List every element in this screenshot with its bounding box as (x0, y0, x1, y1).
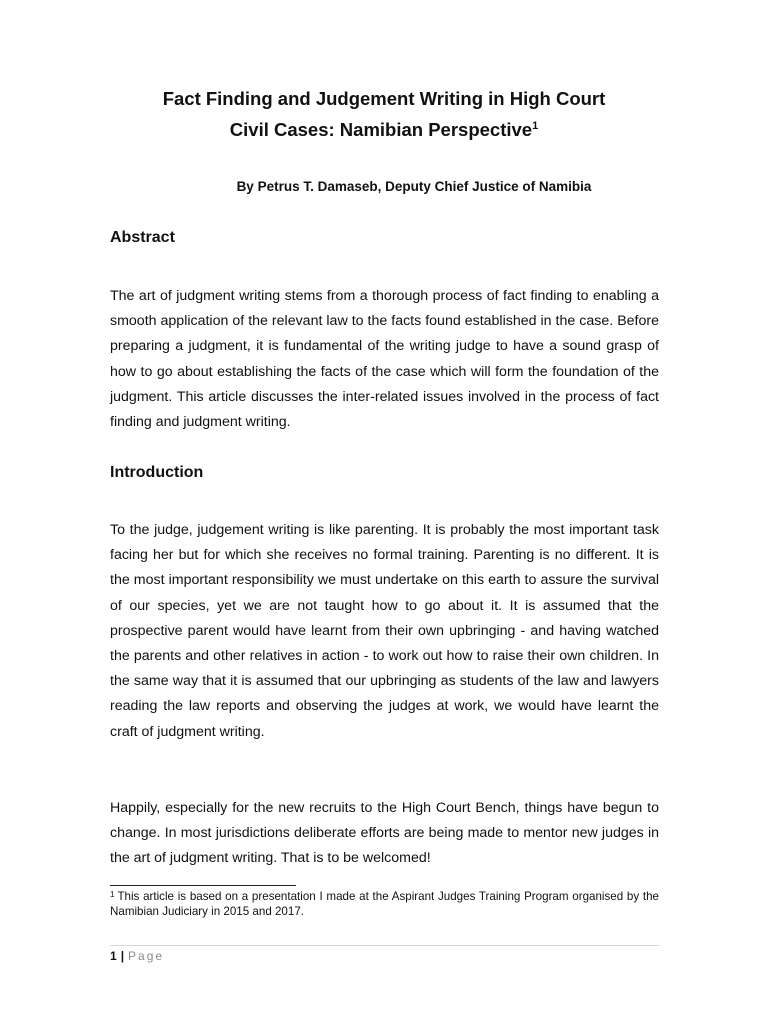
page-footer (110, 947, 164, 965)
footer-divider (110, 945, 660, 946)
document-title-line-2 (0, 115, 768, 145)
introduction-paragraph-1: To the judge, judgement writing is like parenting. It is probably the most important task facing her but for which she receives no formal training. Parenting is no different. It is the most important responsibility we must undertake on this earth to assure the survival of our species, yet we are not taught how to go about it. It is assumed that the prospective parent would have learnt from their own upbringing - and having watched the parents and other relatives in action - to work out how to raise their own children. In the same way that it is assumed that our upbringing as students of the law and lawyers reading the law reports and observing the judges at work, we would have learnt the craft of judgment writing. (110, 522, 659, 740)
footnote-separator (110, 885, 296, 886)
abstract-heading: Abstract (110, 229, 175, 246)
abstract-body: The art of judgment writing stems from a thorough process of fact finding to enabling a smooth application of the relevant law to the facts found established in the case. Before preparing a judgment, it is fundamental of the writing judge to have a sound grasp of how to go about establishing the facts of the case which will form the foundation of the judgment. This article discusses the inter-related issues involved in the process of fact finding and judgment writing. (110, 288, 659, 431)
author-byline: By Petrus T. Damaseb, Deputy Chief Justice of Namibia (236, 179, 592, 194)
title-text: Civil Cases: Namibian Perspective (229, 119, 533, 140)
title-footnote-mark[interactable]: 1 (532, 120, 539, 132)
footer-separator: | (120, 949, 125, 963)
document-title-line-1: Fact Finding and Judgement Writing in High Court (162, 88, 606, 109)
footnote (110, 889, 659, 919)
introduction-paragraph-2: Happily, especially for the new recruits to the High Court Bench, things have begun to change. In most jurisdictions deliberate efforts are being made to mentor new judges in the art of judgment writing. That is to be welcomed! (110, 800, 659, 867)
footnote-text: This article is based on a presentation I made at the Aspirant Judges Training Program organised by the Namibian Judiciary in 2015 and 2017. (110, 890, 659, 918)
footnote-mark: 1 (110, 890, 115, 899)
introduction-heading: Introduction (110, 464, 204, 481)
page-number: 1 (110, 949, 117, 963)
page-label: Page (128, 949, 165, 963)
